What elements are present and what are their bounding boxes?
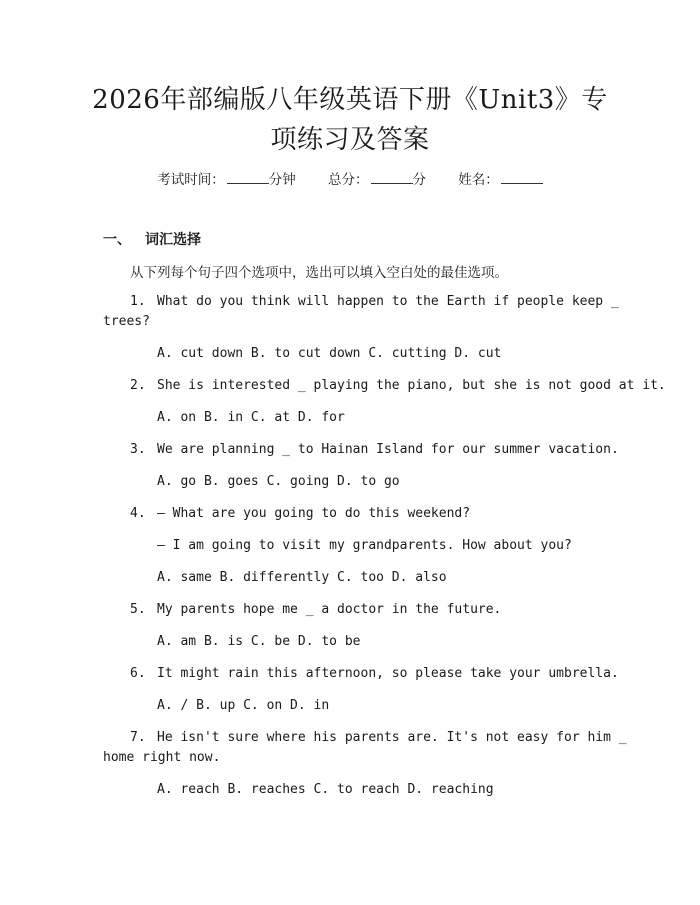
- name-blank: [501, 169, 543, 184]
- question-6-options: A. / B. up C. on D. in: [157, 698, 330, 713]
- question-3-options: A. go B. goes C. going D. to go: [157, 474, 400, 489]
- section-number: 一、: [103, 232, 131, 248]
- question-1: [130, 292, 619, 312]
- question-text: It might rain this afternoon, so please take your umbrella.: [157, 666, 619, 681]
- question-4-dialogue-2: — I am going to visit my grandparents. How about you?: [157, 538, 572, 553]
- section-instruction: 从下列每个句子四个选项中，选出可以填入空白处的最佳选项。: [130, 265, 508, 281]
- question-number: 5.: [130, 602, 146, 617]
- question-number: 7.: [130, 730, 146, 745]
- time-label: 考试时间：: [157, 172, 225, 188]
- question-number: 2.: [130, 378, 146, 393]
- title-line-1: 2026年部编版八年级英语下册《Unit3》专: [92, 85, 608, 115]
- question-text: We are planning _ to Hainan Island for our summer vacation.: [157, 442, 619, 457]
- title-line-2: 项练习及答案: [270, 125, 430, 155]
- question-6: [130, 664, 619, 684]
- question-5: [130, 600, 501, 620]
- question-number: 6.: [130, 666, 146, 681]
- score-label: 总分：: [328, 172, 369, 188]
- section-title: 词汇选择: [145, 232, 201, 248]
- question-text: What do you think will happen to the Earth if people keep _: [157, 294, 619, 309]
- question-text: She is interested _ playing the piano, but she is not good at it.: [157, 378, 666, 393]
- exam-score: [328, 168, 426, 188]
- exam-meta: [0, 168, 700, 188]
- question-1-options: A. cut down B. to cut down C. cutting D. cut: [157, 346, 502, 361]
- question-4-options: A. same B. differently C. too D. also: [157, 570, 447, 585]
- question-number: 1.: [130, 294, 146, 309]
- question-4: [130, 504, 470, 524]
- section-heading: [103, 229, 201, 249]
- score-unit: 分: [412, 172, 426, 188]
- question-number: 3.: [130, 442, 146, 457]
- question-3: [130, 440, 619, 460]
- name-label: 姓名：: [458, 172, 499, 188]
- question-text: He isn't sure where his parents are. It's not easy for him _: [157, 730, 627, 745]
- question-text: — What are you going to do this weekend?: [157, 506, 471, 521]
- question-7-options: A. reach B. reaches C. to reach D. reaching: [157, 782, 494, 797]
- time-blank: [227, 169, 269, 184]
- question-2-options: A. on B. in C. at D. for: [157, 410, 345, 425]
- question-5-options: A. am B. is C. be D. to be: [157, 634, 361, 649]
- question-2: [130, 376, 666, 396]
- exam-name: [458, 168, 543, 188]
- time-unit: 分钟: [268, 172, 296, 188]
- question-number: 4.: [130, 506, 146, 521]
- question-text: My parents hope me _ a doctor in the future.: [157, 602, 502, 617]
- question-7: [130, 728, 627, 748]
- document-title: [70, 80, 630, 160]
- score-blank: [371, 169, 413, 184]
- question-7-continuation: home right now.: [103, 750, 221, 765]
- exam-time: [157, 168, 296, 188]
- question-1-continuation: trees?: [103, 314, 150, 329]
